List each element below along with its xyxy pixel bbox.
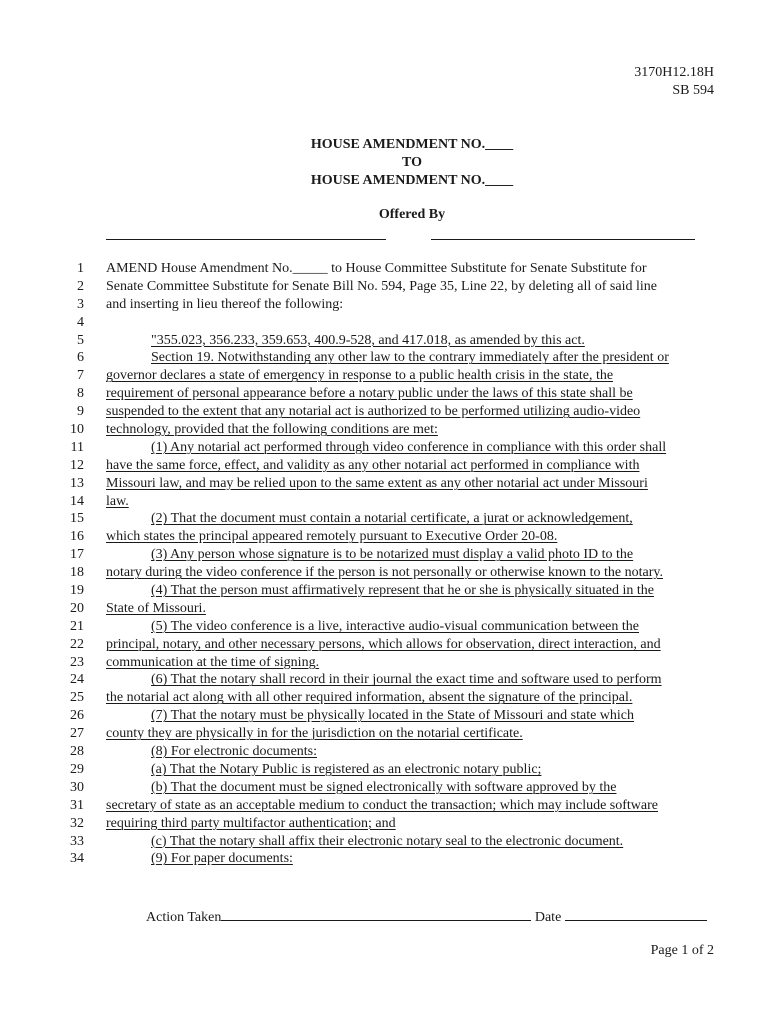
text-line [0, 493, 770, 511]
line-text: (4) That the person must affirmatively represent that he or she is physically situated in the [151, 583, 654, 599]
line-number: 3 [77, 296, 84, 312]
line-text: which states the principal appeared remotely pursuant to Executive Order 20-08. [106, 529, 558, 545]
text-line [0, 314, 770, 332]
line-text-container [151, 582, 718, 600]
text-line [0, 332, 770, 350]
line-number: 29 [70, 761, 84, 777]
text-line [0, 582, 770, 600]
line-number: 31 [70, 797, 84, 813]
line-number: 2 [77, 278, 84, 294]
line-text-container [151, 779, 718, 797]
text-line [0, 421, 770, 439]
line-number: 26 [70, 708, 84, 724]
line-text: (8) For electronic documents: [151, 744, 318, 760]
line-text: law. [106, 493, 129, 509]
line-text-container [106, 564, 718, 582]
line-text-container [151, 743, 718, 761]
amendment-text-body [0, 260, 770, 868]
line-text-container [106, 636, 718, 654]
line-text-container [151, 332, 718, 350]
line-number: 32 [70, 815, 84, 831]
text-line [0, 367, 770, 385]
line-text-container [151, 833, 718, 851]
line-number: 20 [70, 600, 84, 616]
line-number: 19 [70, 583, 84, 599]
text-line [0, 528, 770, 546]
line-text-container [151, 349, 718, 367]
line-text: requiring third party multifactor authentication; and [106, 815, 396, 831]
title-line-1: HOUSE AMENDMENT NO.____ [310, 137, 514, 152]
document-code: 3170H12.18H [634, 65, 714, 80]
action-taken-blank[interactable] [221, 906, 531, 921]
line-number: 15 [70, 511, 84, 527]
line-text: requirement of personal appearance before a notary public under the laws of this state shall be [106, 386, 633, 402]
text-line [0, 296, 770, 314]
line-text-container [151, 439, 718, 457]
line-text: "355.023, 356.233, 359.653, 400.9-528, and 417.018, as amended by this act. [151, 332, 585, 348]
text-line [0, 761, 770, 779]
line-text: (b) That the document must be signed electronically with software approved by the [151, 779, 617, 795]
line-text: (5) The video conference is a live, interactive audio-visual communication between the [151, 618, 639, 634]
line-text: have the same force, effect, and validity as any other notarial act performed in compliance with [106, 457, 640, 473]
line-text: the notarial act along with all other required information, absent the signature of the principal. [106, 690, 633, 706]
text-line [0, 725, 770, 743]
line-text: (6) That the notary shall record in their journal the exact time and software used to perform [151, 672, 662, 688]
line-number: 5 [77, 332, 84, 348]
line-text: and inserting in lieu thereof the following: [106, 296, 344, 312]
line-number: 16 [70, 529, 84, 545]
text-line [0, 475, 770, 493]
text-line [0, 850, 770, 868]
line-text-container [106, 493, 718, 511]
line-number: 13 [70, 475, 84, 491]
line-text-container [151, 618, 718, 636]
line-text-container [106, 367, 718, 385]
line-number: 6 [77, 350, 84, 366]
line-text-container [106, 385, 718, 403]
line-number: 1 [77, 261, 84, 276]
line-number: 34 [70, 851, 84, 867]
line-text: (1) Any notarial act performed through video conference in compliance with this order shall [151, 439, 667, 455]
line-text-container [106, 528, 718, 546]
line-number: 25 [70, 690, 84, 706]
text-line [0, 707, 770, 725]
line-number: 23 [70, 654, 84, 670]
line-text-container [106, 689, 718, 707]
text-line [0, 779, 770, 797]
line-text: principal, notary, and other necessary persons, which allows for observation, direct interaction, and [106, 636, 661, 652]
text-line [0, 797, 770, 815]
line-text: (7) That the notary must be physically located in the State of Missouri and state which [151, 708, 635, 724]
text-line [0, 546, 770, 564]
action-taken-row [146, 906, 707, 926]
line-number: 18 [70, 565, 84, 581]
text-line [0, 510, 770, 528]
line-text-container [106, 457, 718, 475]
line-number: 10 [70, 422, 84, 438]
text-line [0, 636, 770, 654]
line-text: (3) Any person whose signature is to be notarized must display a valid photo ID to the [151, 547, 634, 563]
sponsor-signature-line-right [431, 239, 695, 240]
sponsor-signature-line-left [106, 239, 386, 240]
line-text-container [151, 510, 718, 528]
line-text: State of Missouri. [106, 600, 206, 616]
line-text-container [151, 761, 718, 779]
text-line [0, 689, 770, 707]
line-text-container [151, 671, 718, 689]
line-text: Senate Committee Substitute for Senate Bill No. 594, Page 35, Line 22, by deleting all of said line [106, 278, 657, 294]
bill-number: SB 594 [672, 83, 714, 98]
line-text: (a) That the Notary Public is registered as an electronic notary public; [151, 761, 542, 777]
page-number: Page 1 of 2 [650, 943, 714, 958]
line-number: 7 [77, 368, 84, 384]
text-line [0, 654, 770, 672]
text-line [0, 349, 770, 367]
title-line-3: HOUSE AMENDMENT NO.____ [310, 173, 514, 188]
amendment-title [0, 136, 770, 190]
text-line [0, 833, 770, 851]
line-number: 21 [70, 618, 84, 634]
line-text-container [151, 850, 718, 868]
line-text-container [106, 475, 718, 493]
line-text-container [106, 600, 718, 618]
line-text: secretary of state as an acceptable medium to conduct the transaction; which may include software [106, 797, 659, 813]
line-text: notary during the video conference if the person is not personally or otherwise known to the notary. [106, 565, 663, 581]
line-text-container [106, 725, 718, 743]
line-text-container [151, 546, 718, 564]
line-text-container [151, 707, 718, 725]
text-line [0, 457, 770, 475]
line-text-container [106, 260, 718, 278]
text-line [0, 564, 770, 582]
line-number: 12 [70, 457, 84, 473]
line-text: county they are physically in for the jurisdiction on the notarial certificate. [106, 726, 523, 742]
line-number: 11 [70, 439, 84, 455]
line-number: 4 [77, 314, 84, 330]
text-line [0, 278, 770, 296]
line-text: AMEND House Amendment No._____ to House Committee Substitute for Senate Substitute for [106, 261, 647, 276]
text-line [0, 618, 770, 636]
bill-identifier [634, 64, 714, 100]
line-text-container [106, 815, 718, 833]
line-number: 28 [70, 744, 84, 760]
text-line [0, 743, 770, 761]
line-text-container [106, 278, 718, 296]
text-line [0, 403, 770, 421]
line-text-container [106, 296, 718, 314]
date-label: Date [534, 910, 562, 925]
line-number: 17 [70, 547, 84, 563]
line-number: 9 [77, 404, 84, 420]
action-taken-label: Action Taken [146, 910, 222, 925]
text-line [0, 815, 770, 833]
line-text: communication at the time of signing. [106, 654, 320, 670]
line-text: governor declares a state of emergency in response to a public health crisis in the state, the [106, 368, 614, 384]
line-number: 30 [70, 779, 84, 795]
date-blank[interactable] [565, 906, 707, 921]
line-text: suspended to the extent that any notarial act is authorized to be performed utilizing audio-video [106, 404, 641, 420]
text-line [0, 439, 770, 457]
line-text: technology, provided that the following conditions are met: [106, 422, 438, 438]
line-number: 24 [70, 672, 84, 688]
line-text-container [106, 797, 718, 815]
title-line-2: TO [402, 155, 422, 170]
line-number: 33 [70, 833, 84, 849]
line-text: Section 19. Notwithstanding any other law to the contrary immediately after the president or [151, 350, 669, 366]
line-number: 27 [70, 726, 84, 742]
line-text: Missouri law, and may be relied upon to the same extent as any other notarial act under Missouri [106, 475, 648, 491]
text-line [0, 671, 770, 689]
line-number: 22 [70, 636, 84, 652]
line-text: (9) For paper documents: [151, 851, 293, 867]
text-line [0, 600, 770, 618]
line-text-container [106, 421, 718, 439]
text-line [0, 260, 770, 278]
line-text-container [106, 403, 718, 421]
text-line [0, 385, 770, 403]
line-text-container [106, 654, 718, 672]
line-number: 8 [77, 386, 84, 402]
line-text: (2) That the document must contain a notarial certificate, a jurat or acknowledgement, [151, 511, 633, 527]
offered-by-label: Offered By [378, 207, 446, 222]
line-number: 14 [70, 493, 84, 509]
line-text: (c) That the notary shall affix their electronic notary seal to the electronic document. [151, 833, 624, 849]
